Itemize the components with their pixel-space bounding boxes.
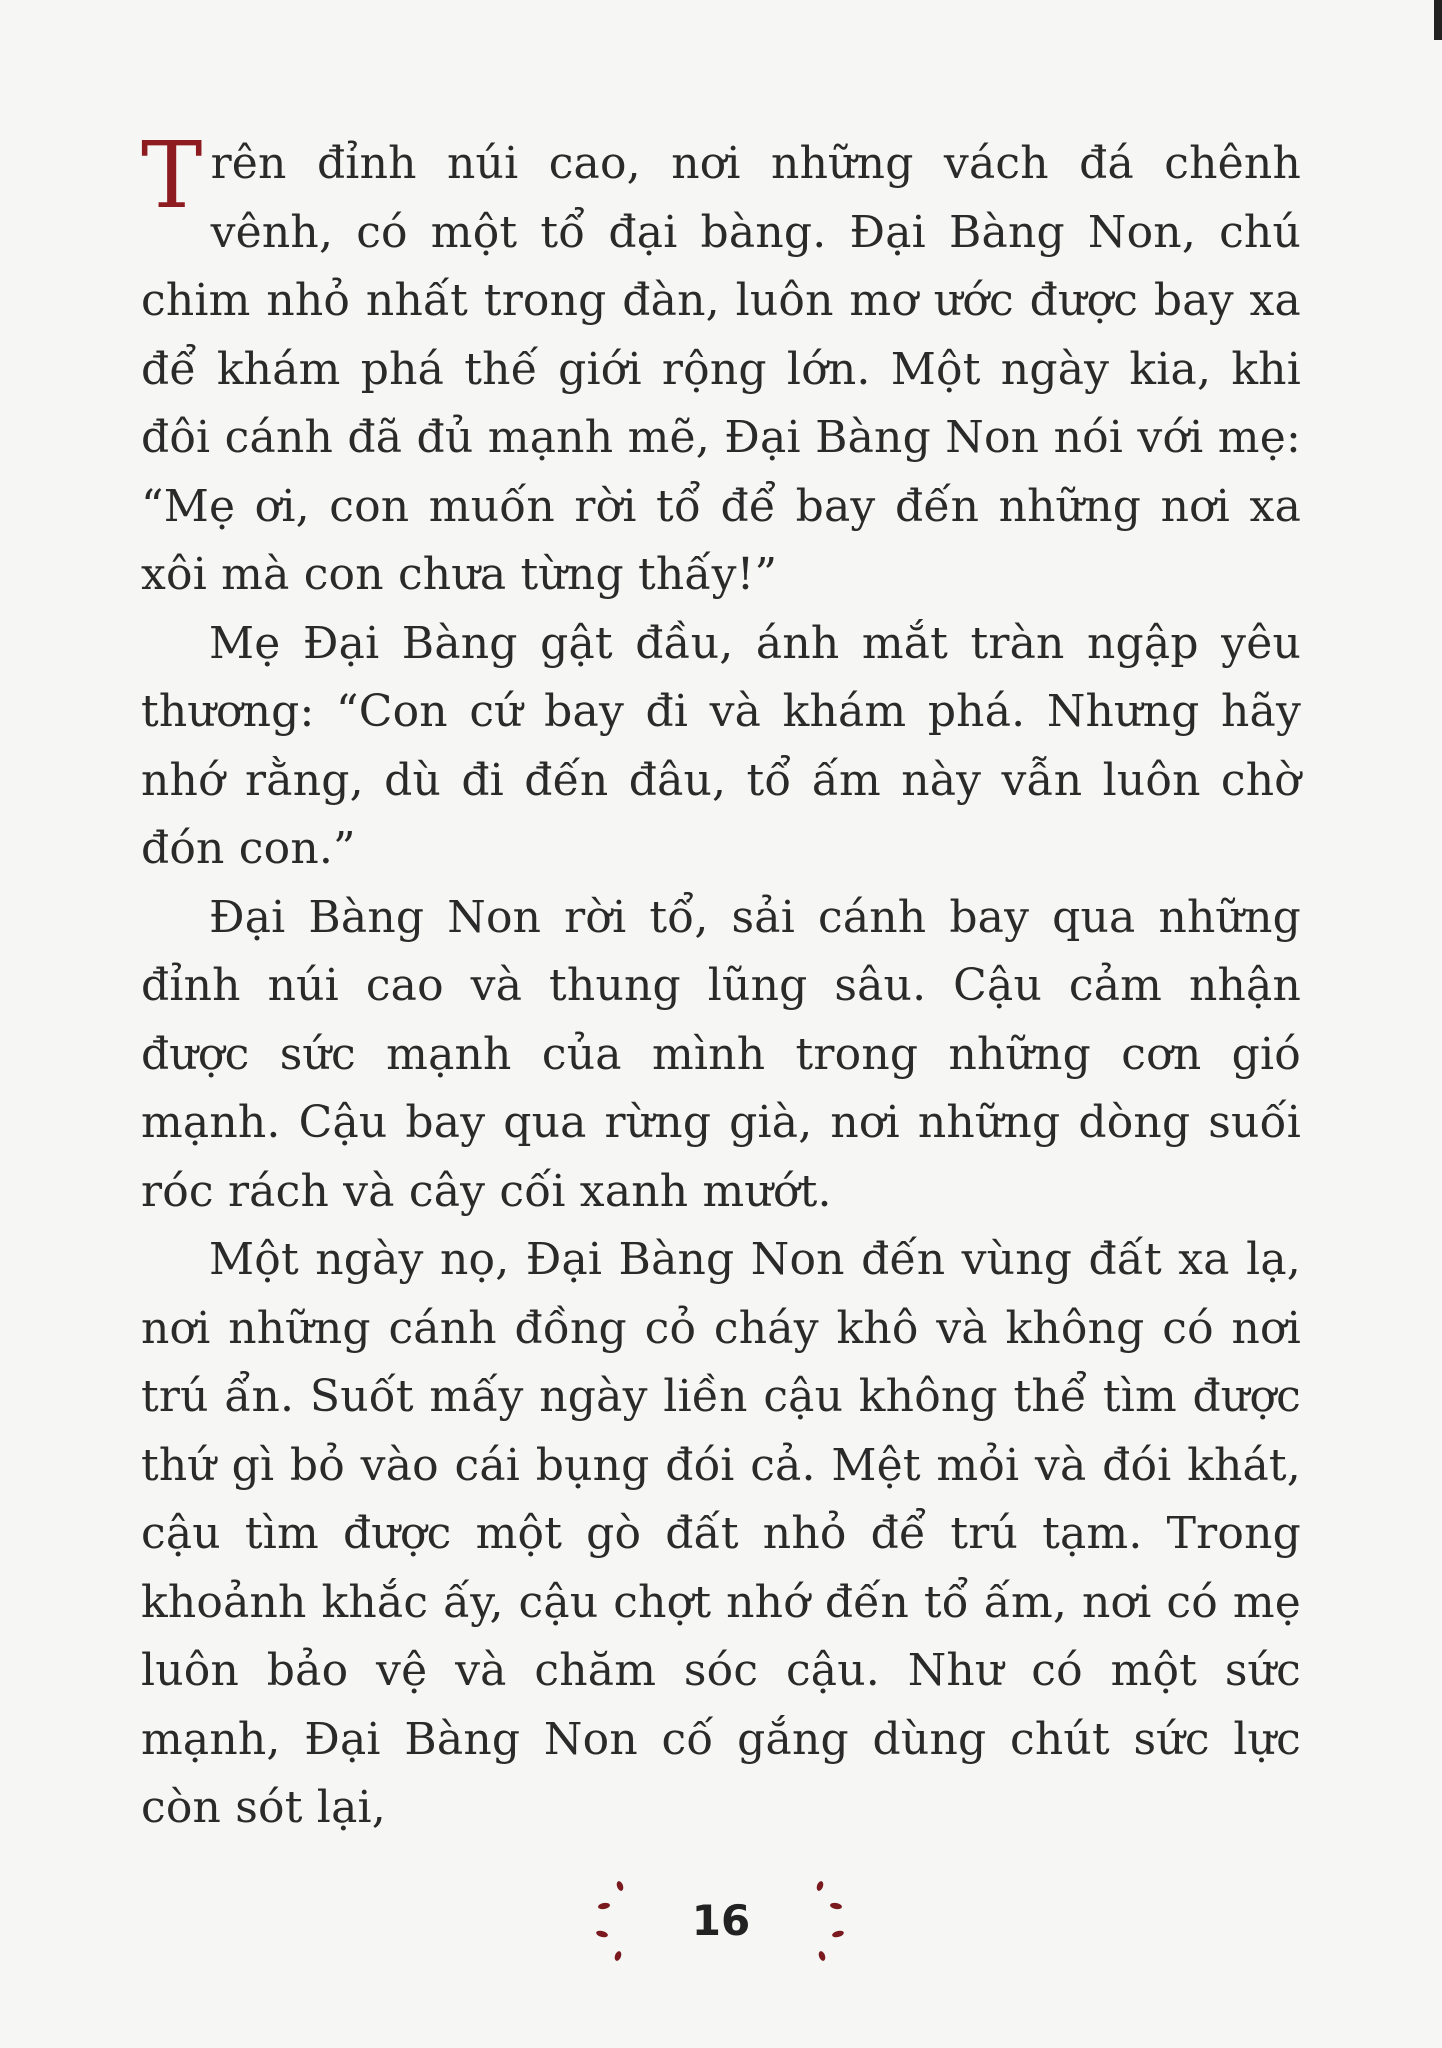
paragraph-1-text: rên đỉnh núi cao, nơi những vách đá chênh vênh, có một tổ đại bàng. Đại Bàng Non, chú chim nhỏ nhất trong đàn, luôn mơ ước được bay xa để khám phá thế giới rộng lớn. Một ngày kia, khi đôi cánh đã đủ mạnh mẽ, Đại Bàng Non nói với mẹ: “Mẹ ơi, con muốn rời tổ để bay đến những nơi xa xôi mà con chưa từng thấy!” <box>141 138 1301 600</box>
page-number: 16 <box>691 1896 751 1945</box>
page-footer <box>0 1860 1442 1980</box>
story-text <box>141 122 1301 1843</box>
drop-cap: T <box>141 122 203 229</box>
paragraph-1 <box>141 122 1301 610</box>
paragraph-3: Đại Bàng Non rời tổ, sải cánh bay qua những đỉnh núi cao và thung lũng sâu. Cậu cảm nhận được sức mạnh của mình trong những cơn gió mạnh. Cậu bay qua rừng già, nơi những dòng suối róc rách và cây cối xanh mướt. <box>141 891 1301 1217</box>
paragraph-4: Một ngày nọ, Đại Bàng Non đến vùng đất xa lạ, nơi những cánh đồng cỏ cháy khô và không có nơi trú ẩn. Suốt mấy ngày liền cậu không thể tìm được thứ gì bỏ vào cái bụng đói cả. Mệt mỏi và đói khát, cậu tìm được một gò đất nhỏ để trú tạm. Trong khoảnh khắc ấy, cậu chợt nhớ đến tổ ấm, nơi có mẹ luôn bảo vệ và chăm sóc cậu. Như có một sức mạnh, Đại Bàng Non cố gắng dùng chút sức lực còn sót lại, <box>141 1234 1301 1833</box>
page-edge-mark <box>1434 0 1442 40</box>
sparkle-dots-icon <box>810 1876 850 1966</box>
paragraph-2: Mẹ Đại Bàng gật đầu, ánh mắt tràn ngập yêu thương: “Con cứ bay đi và khám phá. Nhưng hãy nhớ rằng, dù đi đến đâu, tổ ấm này vẫn luôn chờ đón con.” <box>141 617 1301 874</box>
